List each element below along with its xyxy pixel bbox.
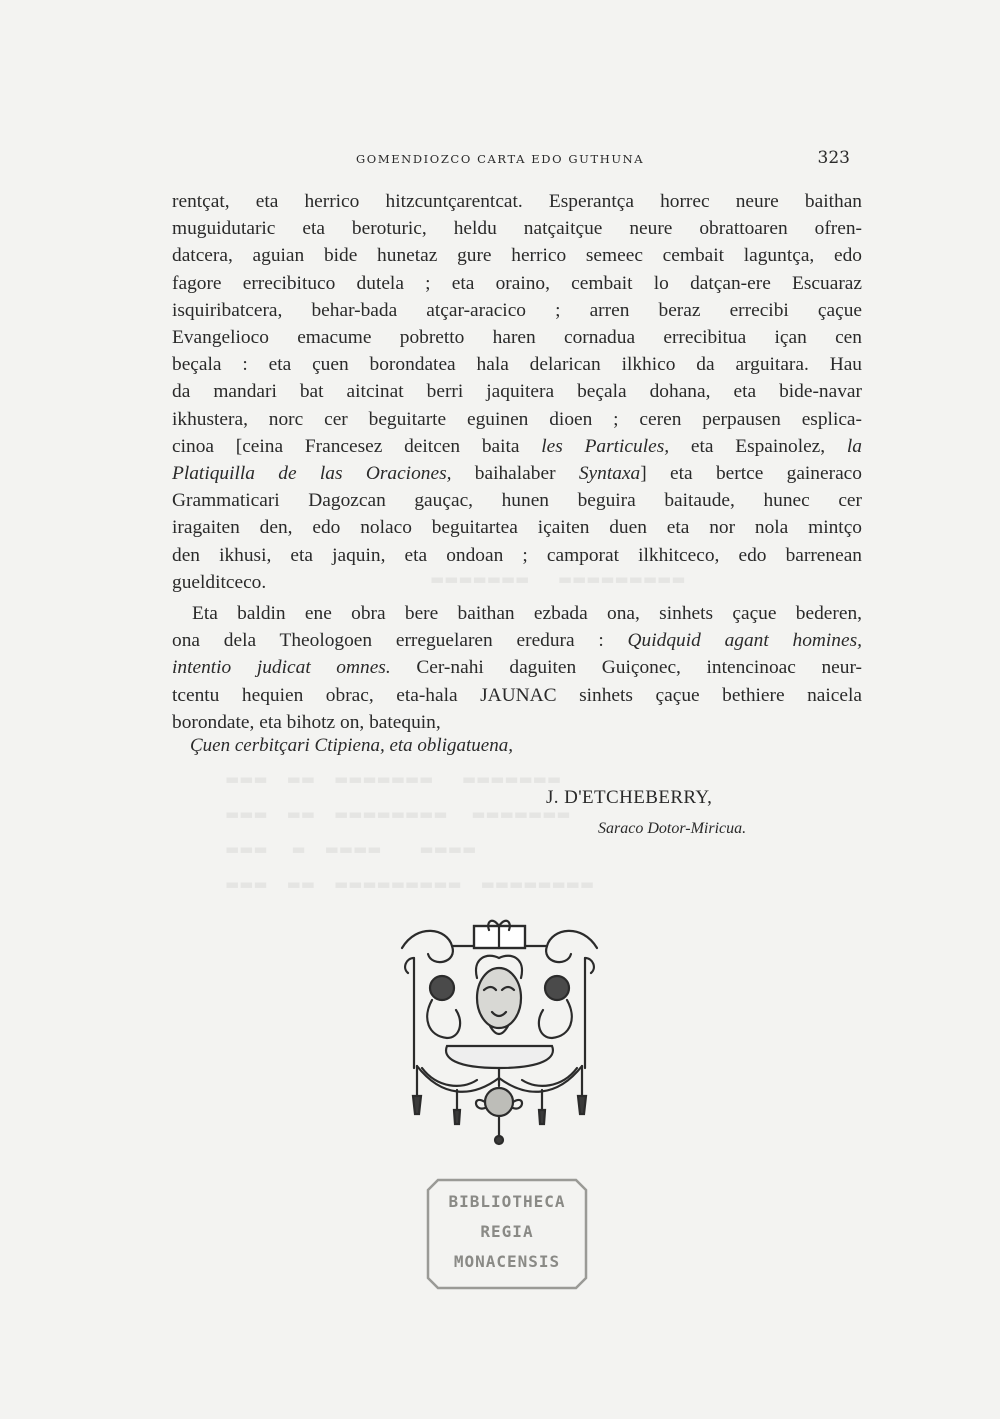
paragraph-1 xyxy=(172,188,862,596)
italic-run: Quidquid agant homines, xyxy=(627,630,862,652)
text-line: da mandari bat aitcinat berri jaquitera beçala dohana, eta bide-navar xyxy=(172,381,862,403)
stamp-line-2: REGIA xyxy=(480,1222,534,1241)
text-line: beçala : eta çuen borondatea hala delarican ilkhico da arguitara. Hau xyxy=(172,354,862,376)
show-through: ▬▬▬▬▬▬▬ ▬▬▬▬▬▬▬▬▬ xyxy=(430,570,686,588)
paragraph-2 xyxy=(172,600,862,736)
text-line: borondate, eta bihotz on, batequin, xyxy=(172,711,441,733)
italic-run: Syntaxa xyxy=(578,463,641,485)
text-line: muguidutaric eta beroturic, heldu natçaitçue neure obrattoaren ofren- xyxy=(172,218,862,240)
page-header xyxy=(172,148,862,172)
italic-run: la xyxy=(846,435,862,457)
running-title: GOMENDIOZCO CARTA EDO GUTHUNA xyxy=(356,152,645,166)
text-run: Cer-nahi daguiten Guiçonec, intencinoac neur- xyxy=(390,657,863,679)
text-line xyxy=(172,627,862,654)
library-stamp xyxy=(424,1176,590,1292)
text-line: guelditceco. xyxy=(172,571,267,593)
text-run: cinoa [ceina Francesez deitcen baita xyxy=(172,435,542,457)
text-line: tcentu hequien obrac, eta-hala JAUNAC sinhets çaçue bethiere naicela xyxy=(172,684,862,706)
text-line: Eta baldin ene obra bere baithan ezbada ona, sinhets çaçue bederen, xyxy=(192,603,862,625)
text-line: iragaiten den, edo nolaco beguitartea içaiten duen eta nor nola mintço xyxy=(172,517,862,539)
text-run: eta Espainolez, xyxy=(669,435,847,457)
signature-title: Saraco Dotor-Miricua. xyxy=(598,820,747,837)
show-through: ▬▬▬ ▬▬ ▬▬▬▬▬▬▬▬▬ ▬▬▬▬▬▬▬▬ xyxy=(225,875,595,893)
show-through: ▬▬▬ ▬▬ ▬▬▬▬▬▬▬ ▬▬▬▬▬▬▬ xyxy=(225,770,562,788)
stamp-line-3: MONACENSIS xyxy=(453,1252,561,1271)
text-line xyxy=(172,654,862,681)
signature-name: J. D'ETCHEBERRY, xyxy=(546,787,713,808)
text-line xyxy=(172,460,862,487)
text-run: ona dela Theologoen erreguelaren eredura : xyxy=(172,630,628,652)
text-line: isquiribatcera, behar-bada atçar-aracico ; arren beraz errecibi çaçue xyxy=(172,299,862,321)
stamp-line-1: BIBLIOTHECA xyxy=(448,1192,566,1211)
text-line: fagore errecibituco dutela ; eta oraino, cembait lo datçan-ere Escuaraz xyxy=(172,272,862,294)
page-number: 323 xyxy=(817,148,850,168)
italic-run: les Particules, xyxy=(541,435,670,457)
text-run: baihalaber xyxy=(451,463,579,485)
closing-formula: Çuen cerbitçari Ctipiena, eta obligatuena, xyxy=(190,735,513,756)
body-text xyxy=(172,188,862,736)
show-through: ▬▬▬ ▬▬ ▬▬▬▬▬▬▬▬ ▬▬▬▬▬▬▬ xyxy=(225,805,571,823)
text-run: ] eta bertce gaineraco xyxy=(640,463,862,485)
italic-run: Platiquilla de las Oraciones, xyxy=(172,463,452,485)
text-line: den ikhusi, eta jaquin, eta ondoan ; camporat ilkhitceco, edo barrenean xyxy=(172,544,862,566)
text-line: Grammaticari Dagozcan gauçac, hunen beguira baitaude, hunec cer xyxy=(172,490,862,512)
italic-run: intentio judicat omnes. xyxy=(172,657,391,679)
text-line: datcera, aguian bide hunetaz gure herrico semeec cembait laguntça, edo xyxy=(172,245,862,267)
text-line: Evangelioco emacume pobretto haren cornadua errecibitua içan cen xyxy=(172,327,862,349)
text-line: rentçat, eta herrico hitzcuntçarentcat. Esperantça horrec neure baithan xyxy=(172,191,862,212)
grotesque-mask-ornament-icon xyxy=(392,918,607,1146)
text-line: ikhustera, norc cer beguitarte eguinen dioen ; ceren perpausen esplica- xyxy=(172,408,862,430)
text-line xyxy=(172,433,862,460)
show-through: ▬▬▬ ▬ ▬▬▬▬ ▬▬▬▬ xyxy=(225,840,477,858)
